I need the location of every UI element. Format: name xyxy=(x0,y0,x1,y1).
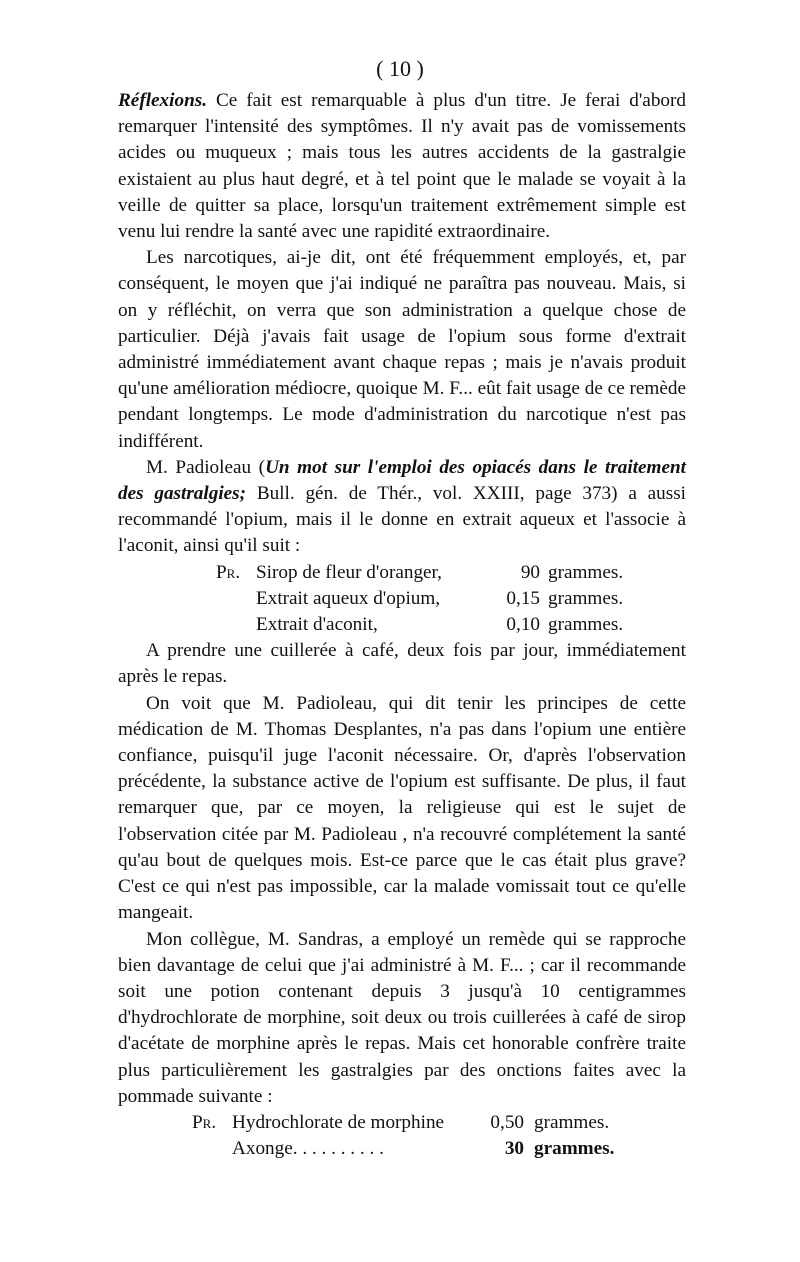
ingredient-name: Sirop de fleur d'oranger, xyxy=(256,561,442,583)
prescription-opium xyxy=(216,560,623,639)
ingredient-quantity: 30 xyxy=(504,1138,524,1160)
prescription-prefix: Pr. xyxy=(192,1111,217,1133)
prescription-prefix: Pr. xyxy=(216,561,241,583)
body-text xyxy=(118,88,686,1162)
ingredient-unit: grammes. xyxy=(548,614,624,636)
paragraph-text: Ce fait est remarquable à plus d'un titre. Je ferai d'abord remarquer l'intensité des symptômes. Il n'y avait pas de vomissements acides ou muqueux ; mais tous les autres accidents de la gastralgie existaient au plus haut degré, et à tel point que le malade se voyait à la veille de quitter sa place, lorsqu'un traitement extrêmement simple est venu lui rendre la santé avec une rapidité extraordinaire. xyxy=(118,90,686,243)
ingredient-quantity: 0,50 xyxy=(490,1111,524,1133)
prescription-row xyxy=(192,1110,614,1136)
paragraph-instructions: A prendre une cuillerée à café, deux fois par jour, immédiatement après le repas. xyxy=(118,640,686,688)
ingredient-unit: grammes. xyxy=(548,587,624,609)
ingredient-unit: grammes. xyxy=(548,561,624,583)
paragraph-padioleau xyxy=(118,455,686,560)
prescription-morphine xyxy=(192,1110,614,1162)
paragraph-narcotiques: Les narcotiques, ai-je dit, ont été fréquemment employés, et, par conséquent, le moyen que j'ai indiqué ne paraîtra pas nouveau. Mais, si on y réfléchit, on verra que son administration a quelque chose de particulier. Déjà j'avais fait usage de l'opium sous forme d'extrait administré immédiatement avant chaque repas ; mais je n'avais produit qu'une amélioration médiocre, quoique M. F... eût fait usage de ce remède pendant longtemps. Le mode d'administration du narcotique n'est pas indifférent. xyxy=(118,247,686,452)
paragraph-desplantes: On voit que M. Padioleau, qui dit tenir les principes de cette médication de M. Thomas Desplantes, n'a pas dans l'opium une entière confiance, puisqu'il juge l'aconit nécessaire. Or, d'après l'observation précédente, la substance active de l'opium est suffisante. De plus, il faut remarquer que, par ce moyen, la religieuse qui est le sujet de l'observation citée par M. Padioleau , n'a recouvré complétement la santé qu'au bout de quelques mois. Est-ce parce que le cas était plus grave? C'est ce qui n'est pas impossible, car la malade vomissait tout ce qu'elle mangeait. xyxy=(118,692,686,924)
ingredient-name: Extrait d'aconit, xyxy=(256,614,378,636)
prescription-row xyxy=(216,586,623,612)
ingredient-quantity: 0,15 xyxy=(506,587,540,609)
prescription-row xyxy=(216,560,623,586)
paragraph-text: Bull. gén. de Thér., vol. XXIII, page 373) a aussi recommandé l'opium, mais il le donne en extrait aqueux et l'associe à l'aconit, ainsi qu'il suit : xyxy=(118,483,686,557)
reference-title: Un mot sur l'emploi des opiacés dans le traitement des gastralgies; xyxy=(118,456,686,505)
ingredient-quantity: 90 xyxy=(520,561,540,583)
prescription-row xyxy=(216,612,623,638)
ingredient-quantity: 0,10 xyxy=(506,614,540,636)
prescription-row xyxy=(192,1136,614,1162)
paragraph-text: M. Padioleau ( xyxy=(146,456,266,478)
ingredient-name: Axonge. . . . . . . . . . xyxy=(232,1138,384,1160)
paragraph-sandras: Mon collègue, M. Sandras, a employé un remède qui se rapproche bien davantage de celui que j'ai administré à M. F... ; car il recommande soit une potion contenant depuis 3 jusqu'à 10 centigrammes d'hydrochlorate de morphine, soit deux ou trois cuillerées à café de sirop d'acétate de morphine après le repas. Mais cet honorable confrère traite plus particulièrement les gastralgies par des onctions faites avec la pommade suivante : xyxy=(118,928,686,1107)
paragraph-reflexions xyxy=(118,88,686,245)
paragraph-lead: Réflexions. xyxy=(118,90,208,111)
ingredient-unit: grammes. xyxy=(534,1111,610,1133)
ingredient-name: Extrait aqueux d'opium, xyxy=(256,587,441,609)
ingredient-name: Hydrochlorate de morphine xyxy=(232,1111,445,1133)
page-number: ( 10 ) xyxy=(376,56,424,81)
ingredient-unit: grammes. xyxy=(534,1138,615,1160)
